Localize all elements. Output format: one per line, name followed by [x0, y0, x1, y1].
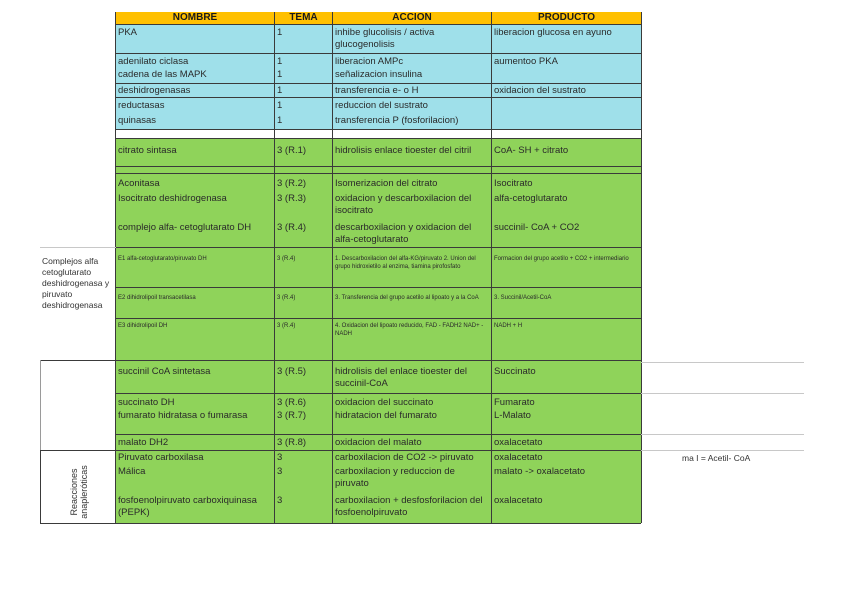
cell-producto: oxalacetato [494, 452, 543, 463]
grid-line [641, 393, 804, 394]
cell-tema: 3 (R.2) [277, 178, 307, 189]
cell-accion: 4. Oxidacion del lipoato reducido, FAD - FADH2 NAD+ - NADH [335, 323, 484, 337]
cell-producto: Fumarato [494, 397, 535, 408]
cell-nombre: fosfoenolpiruvato carboxiquinasa (PEPK) [118, 495, 257, 518]
col-line [491, 12, 492, 523]
cell-accion: hidrolisis enlace tioester del citril [335, 145, 472, 156]
side-line [40, 360, 41, 450]
cell-tema: 3 (R.4) [277, 323, 296, 329]
cell-accion: transferencia e- o H [335, 85, 419, 96]
side-label-reacciones: Reacciones anapleróticas [69, 465, 89, 519]
cell-nombre: malato DH2 [118, 437, 169, 448]
grid-line [641, 362, 804, 363]
cell-tema: 3 (R.4) [277, 256, 296, 262]
row-line [116, 97, 641, 98]
grid-line [641, 434, 804, 435]
row-line [116, 138, 641, 139]
cell-nombre: succinato DH [118, 397, 175, 408]
row-line [116, 166, 641, 167]
cell-tema: 3 (R.1) [277, 145, 307, 156]
cell-tema: 3 [277, 495, 283, 506]
cell-nombre: Isocitrato deshidrogenasa [118, 193, 227, 204]
cell-tema: 3 (R.3) [277, 193, 307, 204]
row-line [116, 318, 641, 319]
row-line [116, 247, 641, 248]
cell-producto: Succinato [494, 366, 536, 377]
cell-nombre: quinasas [118, 115, 157, 126]
row-line [116, 434, 641, 435]
cell-nombre: adenilato ciclasa [118, 56, 189, 67]
header-tema: TEMA [275, 12, 332, 24]
cell-producto: malato -> oxalacetato [494, 466, 586, 477]
cell-accion: oxidacion del malato [335, 437, 422, 448]
cell-producto: CoA- SH + citrato [494, 145, 569, 156]
cell-tema: 1 [277, 85, 283, 96]
cell-producto: liberacion glucosa en ayuno [494, 27, 612, 38]
row-line [40, 360, 641, 361]
cell-accion: 3. Transferencia del grupo acetilo al lipoato y a la CoA [335, 295, 479, 301]
side-line [40, 450, 41, 523]
side-label-complejos: Complejos alfa cetoglutarato deshidrogenasa y piruvato deshidrogenasa [42, 256, 110, 310]
cell-producto: alfa-cetoglutarato [494, 193, 568, 204]
cell-accion: 1. Descarboxilacion del alfa-KG/piruvato 2. Union del grupo hidroxietilo al enzima, tiamina pirofosfato [335, 256, 476, 270]
grid-line [40, 247, 116, 248]
col-line [332, 12, 333, 523]
cell-producto: L-Malato [494, 410, 531, 421]
cell-nombre: complejo alfa- cetoglutarato DH [118, 222, 252, 233]
cell-tema: 3 (R.8) [277, 437, 307, 448]
cell-tema: 3 [277, 452, 283, 463]
cell-tema: 1 [277, 115, 283, 126]
cell-tema: 3 (R.6) [277, 397, 307, 408]
cell-tema: 3 [277, 466, 283, 477]
cell-accion: inhibe glucolisis / activa glucogenolisis [335, 27, 435, 50]
cell-accion: carboxilacion de CO2 -> piruvato [335, 452, 474, 463]
cell-nombre: E2 dihidrolipoil transacetilasa [118, 295, 196, 301]
header-accion: ACCION [333, 12, 491, 24]
header-nombre: NOMBRE [116, 12, 274, 24]
cell-tema: 1 [277, 69, 283, 80]
spacer-row [116, 129, 641, 138]
side-note: ma I = Acetil- CoA [682, 453, 751, 463]
header-producto: PRODUCTO [492, 12, 641, 24]
row-line [116, 523, 641, 524]
cell-producto: aumentoo PKA [494, 56, 558, 67]
row-line [116, 83, 641, 84]
cell-nombre: E3 dihidrolipoil DH [118, 323, 168, 329]
row-line [116, 287, 641, 288]
cell-accion: carboxilacion + desfosforilacion del fosfoenolpiruvato [335, 495, 483, 518]
cell-accion: transferencia P (fosforilacion) [335, 115, 459, 126]
cell-accion: reduccion del sustrato [335, 100, 428, 111]
cell-nombre: reductasas [118, 100, 165, 111]
row-line [116, 129, 641, 130]
cell-producto: Isocitrato [494, 178, 533, 189]
cell-tema: 1 [277, 56, 283, 67]
cell-nombre: E1 alfa-cetoglutarato/piruvato DH [118, 256, 207, 262]
cell-accion: descarboxilacion y oxidacion del alfa-cetoglutarato [335, 222, 472, 245]
cell-nombre: citrato sintasa [118, 145, 177, 156]
col-line [274, 12, 275, 523]
cell-nombre: succinil CoA sintetasa [118, 366, 211, 377]
cell-accion: carboxilacion y reduccion de piruvato [335, 466, 455, 489]
cell-accion: oxidacion y descarboxilacion del isocitrato [335, 193, 472, 216]
cell-nombre: Málica [118, 466, 146, 477]
cell-nombre: PKA [118, 27, 138, 38]
cell-tema: 1 [277, 100, 283, 111]
cell-nombre: deshidrogenasas [118, 85, 191, 96]
cell-accion: hidrolisis del enlace tioester del succinil-CoA [335, 366, 468, 389]
row-line [116, 24, 641, 25]
cell-accion: hidratacion del fumarato [335, 410, 437, 421]
row-line [116, 173, 641, 174]
cell-tema: 3 (R.5) [277, 366, 307, 377]
cell-tema: 1 [277, 27, 283, 38]
cell-nombre: Piruvato carboxilasa [118, 452, 204, 463]
cell-tema: 3 (R.4) [277, 222, 307, 233]
cell-producto: succinil- CoA + CO2 [494, 222, 580, 233]
cell-nombre: Aconitasa [118, 178, 160, 189]
cell-accion: señalizacion insulina [335, 69, 423, 80]
cell-accion: liberacion AMPc [335, 56, 404, 67]
cell-accion: oxidacion del succinato [335, 397, 434, 408]
cell-accion: Isomerizacion del citrato [335, 178, 438, 189]
cell-producto: oxalacetato [494, 437, 543, 448]
cell-tema: 3 (R.4) [277, 295, 296, 301]
cell-tema: 3 (R.7) [277, 410, 307, 421]
col-line [641, 12, 642, 523]
cell-producto: Formacion del grupo acetilo + CO2 + intermediario [494, 256, 629, 262]
cell-producto: oxalacetato [494, 495, 543, 506]
cell-producto: oxidacion del sustrato [494, 85, 586, 96]
cell-nombre: fumarato hidratasa o fumarasa [118, 410, 248, 421]
row-line [40, 450, 641, 451]
cell-producto: 3. Succinil/Acetil-CoA [494, 295, 552, 301]
cell-producto: NADH + H [494, 323, 523, 329]
grid-line [641, 450, 804, 451]
cell-nombre: cadena de las MAPK [118, 69, 207, 80]
row-line [116, 393, 641, 394]
row-line [116, 53, 641, 54]
